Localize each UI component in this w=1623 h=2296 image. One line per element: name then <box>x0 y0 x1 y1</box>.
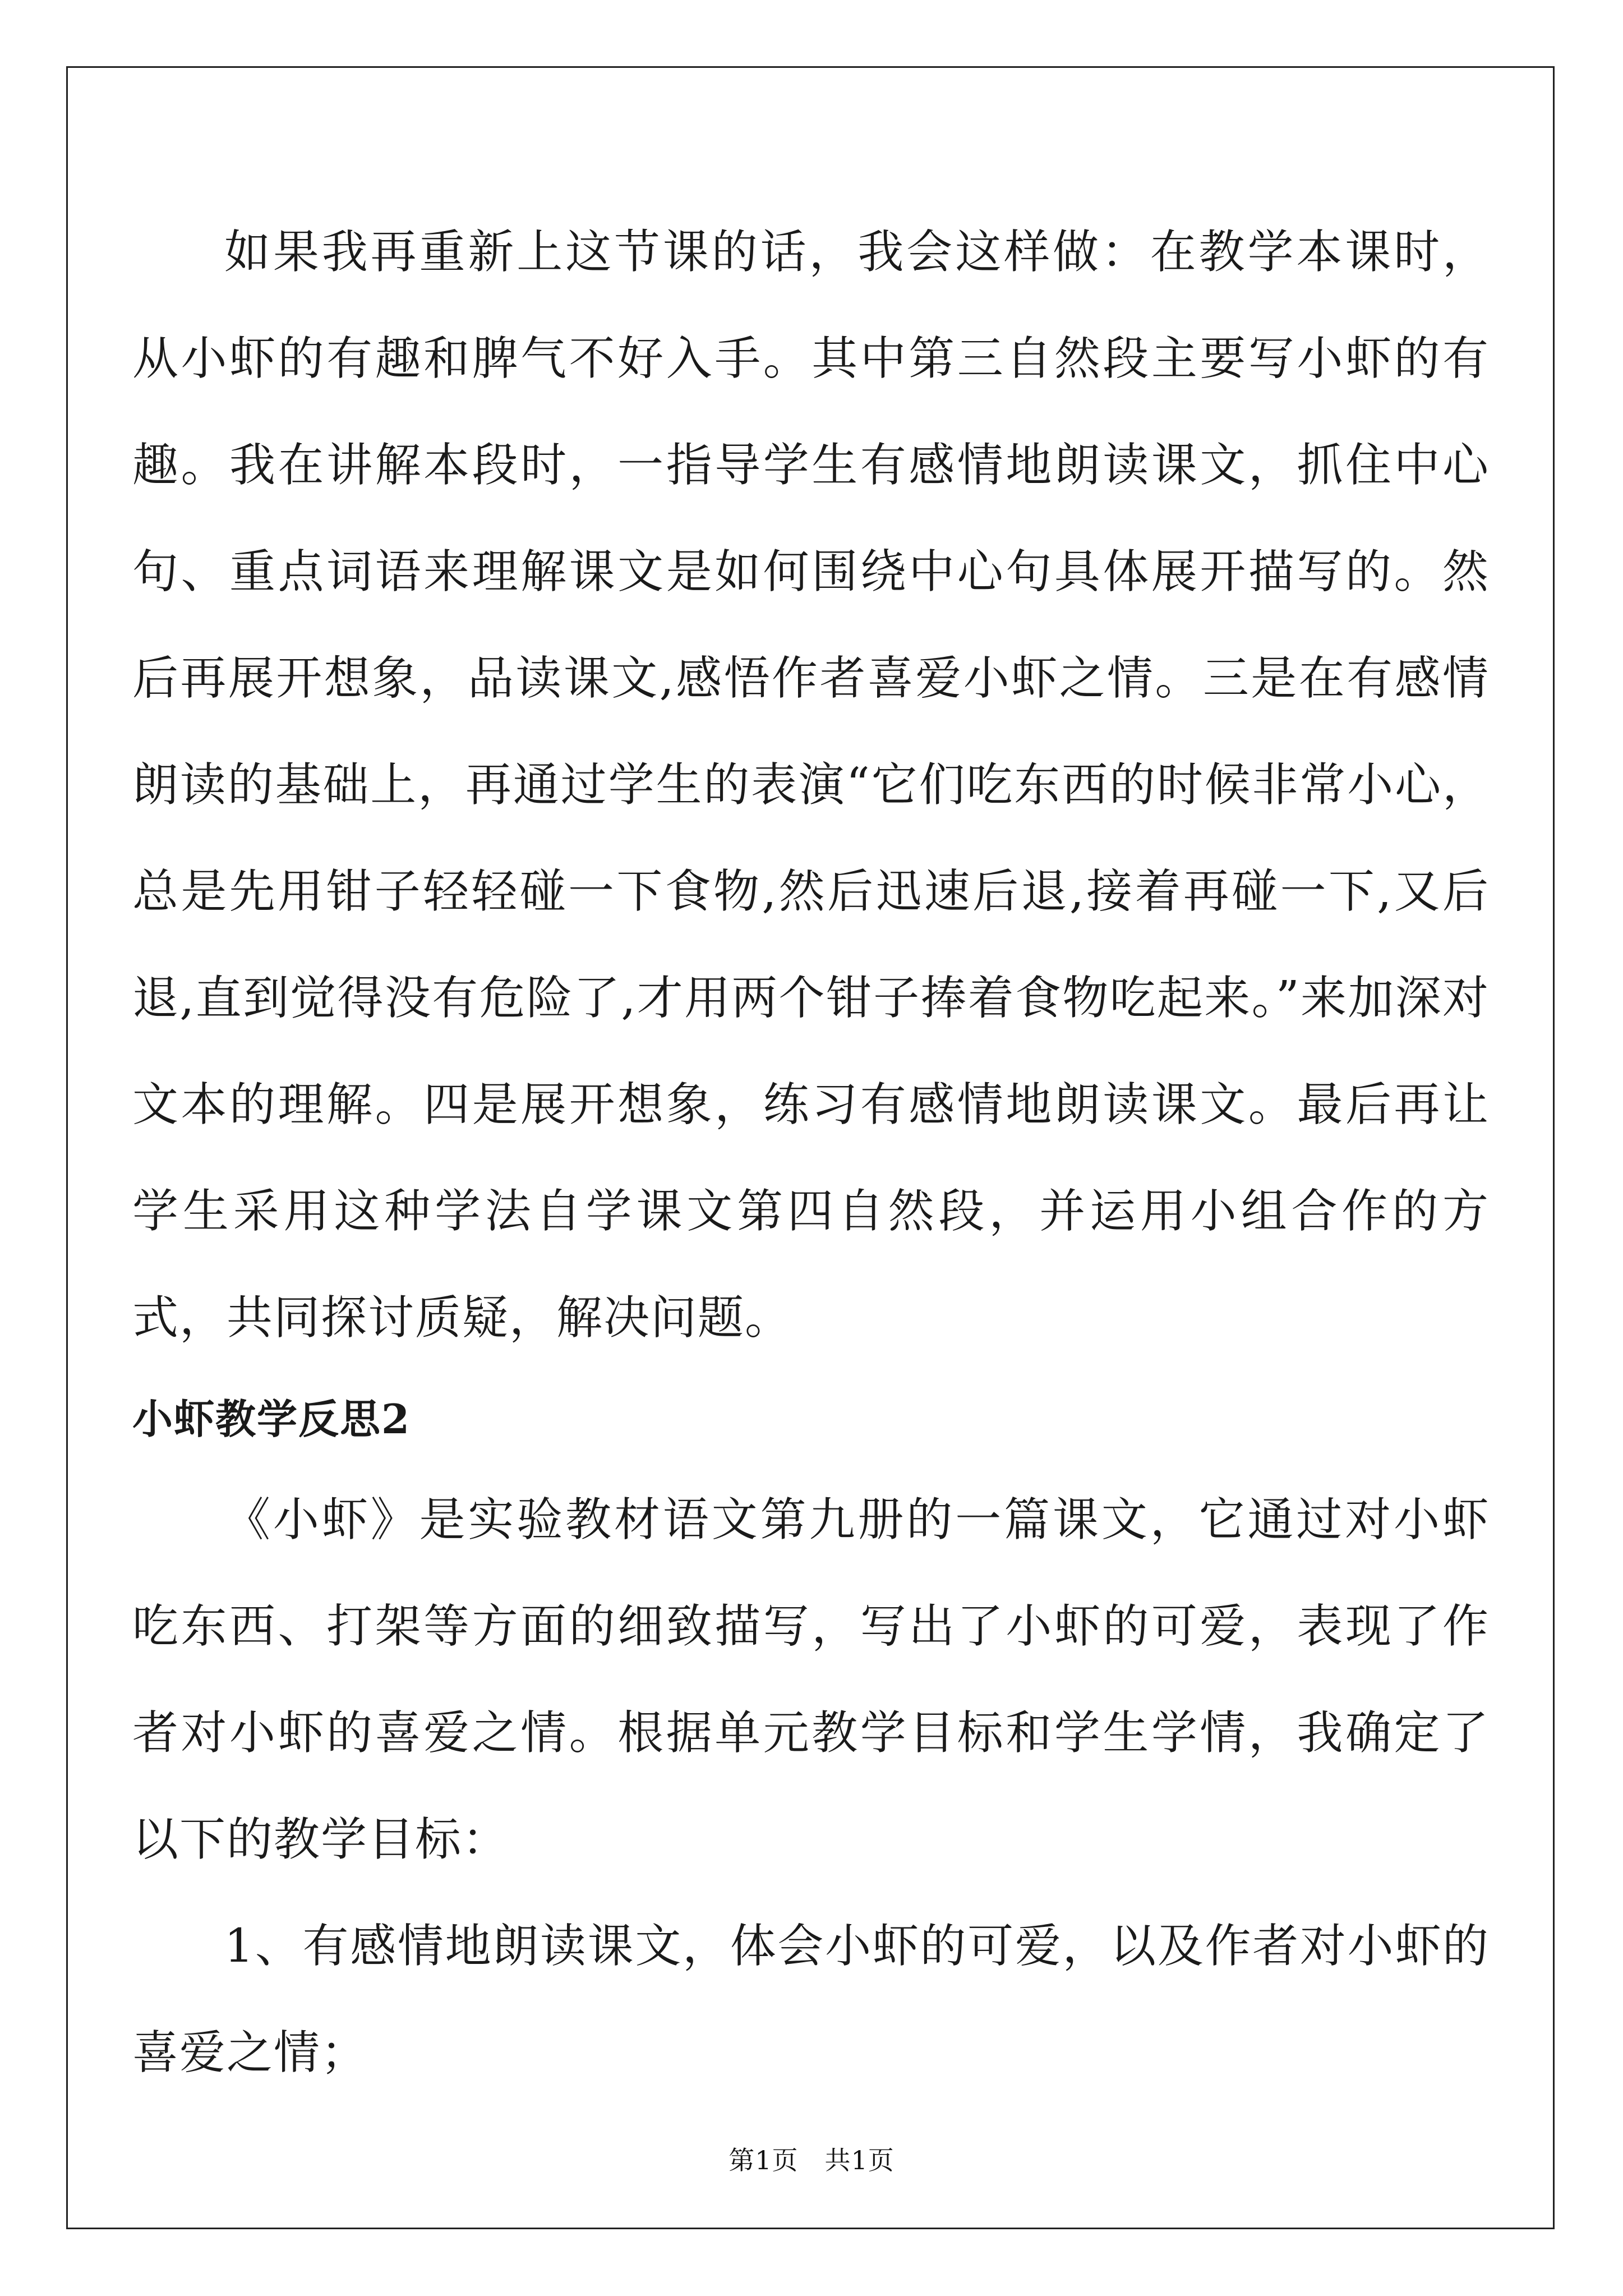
document-body <box>132 199 1490 2106</box>
page-footer: 第1页 共1页 <box>728 2145 895 2175</box>
body-paragraph: 《小虾》是实验教材语文第九册的一篇课文，它通过对小虾吃东西、打架等方面的细致描写，写出了小虾的可爱，表现了作者对小虾的喜爱之情。根据单元教学目标和学生学情，我确定了以下的教学目标： <box>132 1493 1490 1866</box>
body-paragraph: 1、有感情地朗读课文，体会小虾的可爱，以及作者对小虾的喜爱之情； <box>132 1920 1490 2079</box>
body-paragraph: 如果我再重新上这节课的话，我会这样做：在教学本课时，从小虾的有趣和脾气不好入手。其中第三自然段主要写小虾的有趣。我在讲解本段时，一指导学生有感情地朗读课文，抓住中心句、重点词语来理解课文是如何围绕中心句具体展开描写的。然后再展开想象，品读课文,感悟作者喜爱小虾之情。三是在有感情朗读的基础上，再通过学生的表演“它们吃东西的时候非常小心，总是先用钳子轻轻碰一下食物,然后迅速后退,接着再碰一下,又后退,直到觉得没有危险了,才用两个钳子捧着食物吃起来。”来加深对文本的理解。四是展开想象，练习有感情地朗读课文。最后再让学生采用这种学法自学课文第四自然段，并运用小组合作的方式，共同探讨质疑，解决问题。 <box>132 226 1490 1345</box>
section-heading: 小虾教学反思2 <box>132 1395 411 1443</box>
